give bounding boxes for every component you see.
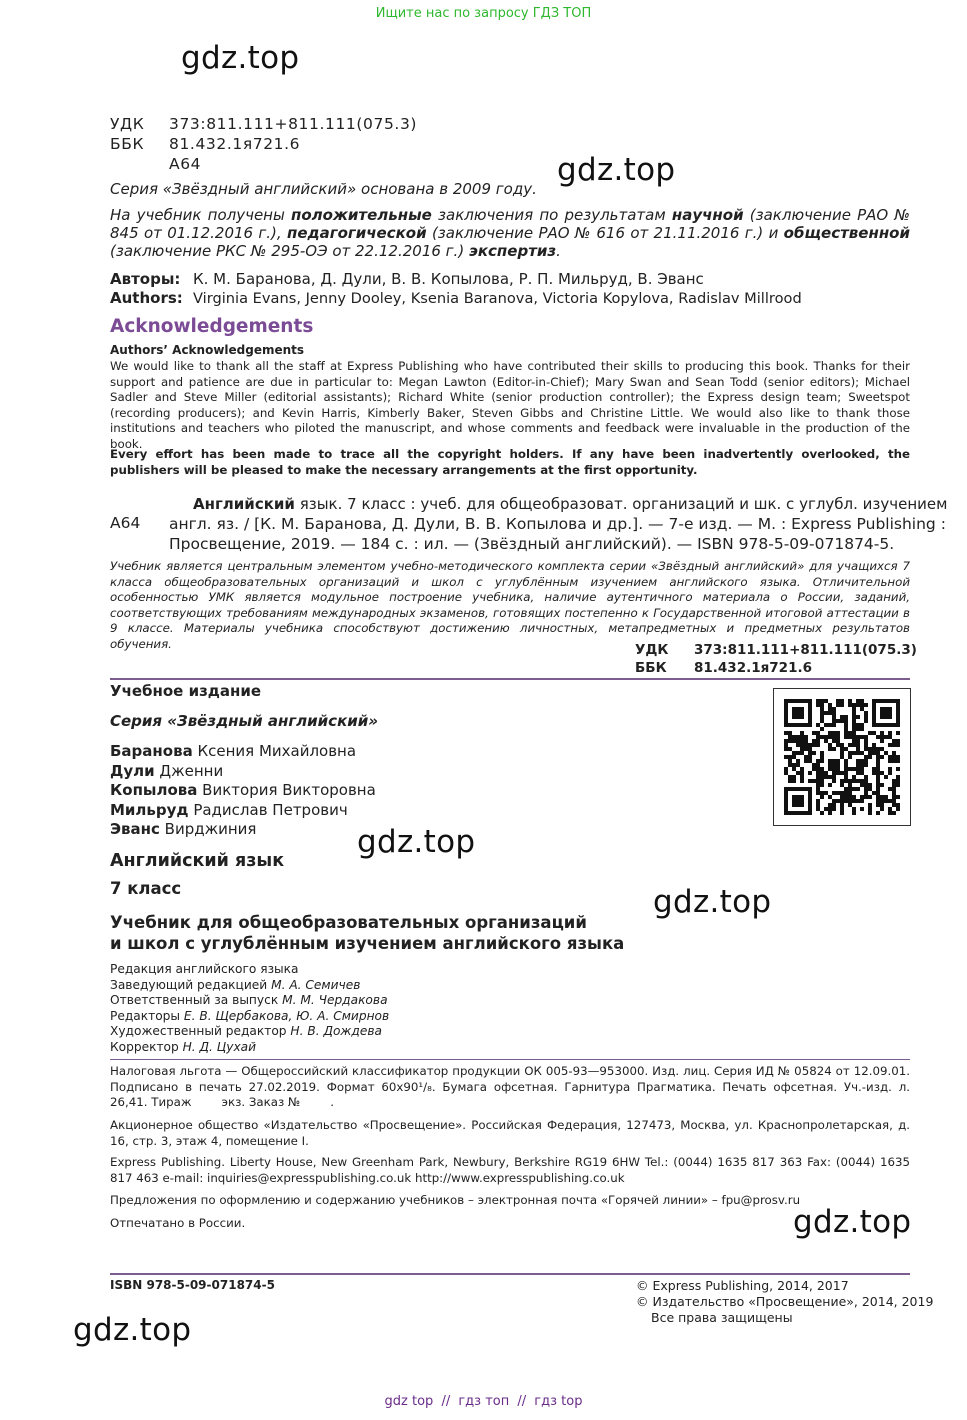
reviews-bold: экспертиз xyxy=(468,242,557,260)
authors-en-label: Authors: xyxy=(110,289,183,307)
watermark: gdz.top xyxy=(557,152,676,188)
qr-code-icon xyxy=(774,689,910,825)
subject-title: Английский язык xyxy=(110,851,285,871)
author-mark: А64 xyxy=(169,155,202,173)
staff-item: Корректор Н. Д. Цухай xyxy=(110,1039,257,1054)
bbk-value: 81.432.1я721.6 xyxy=(169,135,301,153)
qr-code[interactable] xyxy=(773,688,911,826)
suggestions: Предложения по оформлению и содержанию учебников – электронная почта «Горячей линии» – fpu@prosv.ru xyxy=(110,1193,801,1207)
isbn: ISBN 978-5-09-071874-5 xyxy=(110,1278,275,1292)
staff-item: Заведующий редакцией М. А. Семичев xyxy=(110,977,361,992)
imprint-series: Серия «Звёздный английский» xyxy=(110,712,379,730)
reviews-text: . xyxy=(556,242,561,260)
reviews-text: заключения по результатам xyxy=(431,206,672,224)
tech-details: Налоговая льгота — Общероссийский классификатор продукции ОК 005-93—953000. Изд. лиц. Серия ИД № 05824 от 12.09.01. Подписано в печать 27.02.2019. Формат 60х90¹/₈. Бумага офсетная. Гарнитура Прагматика. Печать офсетная. Уч.-изд. л. 26,41. Тираж экз. Заказ № . xyxy=(110,1064,914,1110)
catalog-mark: А64 xyxy=(110,514,141,532)
author-given: Ксения Михайловна xyxy=(192,742,357,760)
imprint-author xyxy=(110,820,376,840)
catalog-line-2: англ. яз. / [К. М. Баранова, Д. Дули, В. В. Копылова и др.]. — 7-е изд. — М. : Express Publishing : xyxy=(169,515,946,533)
catalog-title-bold: Английский xyxy=(193,495,295,513)
watermark: gdz.top xyxy=(181,40,300,76)
imprint-author xyxy=(110,742,376,762)
reviews-text: На учебник получены xyxy=(110,206,292,224)
footer-link[interactable]: gdz top xyxy=(384,1394,434,1409)
author-given: Радислав Петрович xyxy=(188,800,348,819)
author-surname: Мильруд xyxy=(110,800,189,819)
reviews-bold: общественной xyxy=(783,224,910,242)
search-banner[interactable]: Ищите нас по запросу ГДЗ ТОП xyxy=(375,6,592,21)
udk-value: 373:811.111+811.111(075.3) xyxy=(169,115,418,133)
authors-en-names: Virginia Evans, Jenny Dooley, Ksenia Baranova, Victoria Kopylova, Radislav Millrood xyxy=(193,290,802,307)
reviews-text: (заключение РАО № 616 от 21.11.2016 г.) и xyxy=(426,224,784,242)
bbk-label: ББК xyxy=(110,135,145,153)
imprint-author xyxy=(110,781,376,801)
author-surname: Копылова xyxy=(110,781,198,799)
staff-item: Ответственный за выпуск М. М. Чердакова xyxy=(110,993,388,1008)
edition-type: Учебное издание xyxy=(110,682,262,700)
reviews-paragraph xyxy=(110,206,910,260)
acknowledgements-subheading: Authors’ Acknowledgements xyxy=(110,343,305,357)
catalog-line-1-rest: язык. 7 класс : учеб. для общеобразоват. организаций и шк. с углубл. изучением xyxy=(294,495,948,513)
series-note: Серия «Звёздный английский» основана в 2009 году. xyxy=(110,180,537,198)
footer-link[interactable]: гдз top xyxy=(534,1394,583,1409)
staff-list xyxy=(110,962,389,1056)
watermark: gdz.top xyxy=(793,1204,912,1240)
catalog-annotation: Учебник является центральным элементом учебно-методического комплекта серии «Звёздный английский» для учащихся 7 класса общеобразовательных организаций и школ с углублённым изучением английского языка. Отличительной особенностью УМК является модульное построение учебника, наличие аутентичного материала о России, заданий, соответствующих требованиям международных экзаменов, готовящих постепенно к Государственной итоговой аттестации в 9 классе. Материалы учебника способствуют достижению личностных, метапредметных и предметных результатов обучения. xyxy=(110,559,910,651)
watermark: gdz.top xyxy=(357,824,476,860)
staff-item: Редакторы Е. В. Щербакова, Ю. А. Смирнов xyxy=(110,1008,390,1023)
authors-ru-label: Авторы: xyxy=(110,270,181,288)
reviews-text: (заключение РКС № 295-ОЭ от 22.12.2016 г.) xyxy=(110,242,469,260)
catalog-bbk-value: 81.432.1я721.6 xyxy=(694,660,812,676)
footer-separator: // xyxy=(517,1394,527,1409)
udk-label: УДК xyxy=(110,115,145,133)
grade-title: 7 класс xyxy=(110,879,182,898)
footer-link[interactable]: гдз топ xyxy=(458,1394,510,1409)
divider xyxy=(110,1059,910,1060)
author-surname: Эванс xyxy=(110,820,160,838)
divider xyxy=(110,1273,910,1275)
publisher-en: Express Publishing. Liberty House, New Greenham Park, Newbury, Berkshire RG19 6HW Tel.: (0044) 1635 817 363 Fax: (0044) 1635 817 463 e-mail: inquiries@expresspublishing.co.uk http://www.expresspublishing.co.uk xyxy=(110,1155,910,1185)
catalog-codes xyxy=(635,641,917,677)
authors-ru-names: К. М. Баранова, Д. Дули, В. В. Копылова, Р. П. Мильруд, В. Эванс xyxy=(193,270,704,288)
watermark: gdz.top xyxy=(73,1312,192,1348)
publisher-ru: Акционерное общество «Издательство «Просвещение». Российская Федерация, 127473, Москва, ул. Краснопролетарская, д. 16, стр. 3, этаж 4, помещение I. xyxy=(110,1118,910,1148)
authors-block xyxy=(110,270,802,308)
imprint-author xyxy=(110,762,376,782)
reviews-bold: положительные xyxy=(291,206,432,224)
catalog-line-1 xyxy=(193,494,947,514)
reviews-bold: педагогической xyxy=(287,224,427,242)
classification-block xyxy=(110,114,417,174)
catalog-udk-value: 373:811.111+811.111(075.3) xyxy=(694,642,917,658)
description-line: Учебник для общеобразовательных организаций xyxy=(110,913,587,932)
copyright-line: © Издательство «Просвещение», 2014, 2019 xyxy=(636,1294,934,1309)
divider xyxy=(110,678,910,680)
author-given: Дженни xyxy=(154,761,224,780)
catalog-udk-label: УДК xyxy=(635,642,669,658)
author-surname: Баранова xyxy=(110,742,193,760)
reviews-bold: научной xyxy=(671,206,744,224)
author-given: Вирджиния xyxy=(159,820,257,838)
acknowledgements-heading: Acknowledgements xyxy=(110,316,314,337)
footer-links xyxy=(0,1394,967,1409)
printed-in: Отпечатано в России. xyxy=(110,1216,246,1230)
imprint-authors xyxy=(110,742,376,840)
imprint-author xyxy=(110,801,376,821)
copyrights xyxy=(636,1278,933,1326)
author-given: Виктория Викторовна xyxy=(197,781,376,799)
staff-item: Редакция английского языка xyxy=(110,962,299,976)
description-line: и школ с углублённым изучением английского языка xyxy=(110,934,625,953)
author-surname: Дули xyxy=(110,761,155,780)
catalog-bbk-label: ББК xyxy=(635,660,667,676)
book-description xyxy=(110,912,624,954)
watermark: gdz.top xyxy=(653,884,772,920)
rights-reserved: Все права защищены xyxy=(651,1310,793,1325)
reviews-text: (заключение РАО № 845 от 01.12.2016 г.), xyxy=(110,206,911,242)
acknowledgements-text: We would like to thank all the staff at Express Publishing who have contributed their skills to producing this book. Thanks for their support and patience are due in particular to: Megan Lawton (Editor-in-Chief); Mary Swan and Sean Todd (senior editors); Michael Sadler and Steve Miller (editorial assistants); Richard White (senior production controller); the Express design team; Sweetspot (recording producers); and Kevin Harris, Kimberly Baker, Steven Gibbs and Christine Little. We would also like to thank those institutions and teachers who piloted the manuscript, and whose comments and feedback were invaluable in the production of the book. xyxy=(110,359,910,451)
copyright-line: © Express Publishing, 2014, 2017 xyxy=(636,1278,849,1293)
catalog-line-3: Просвещение, 2019. — 184 с. : ил. — (Звёздный английский). — ISBN 978-5-09-071874-5. xyxy=(169,535,895,553)
footer-separator: // xyxy=(441,1394,451,1409)
staff-item: Художественный редактор Н. В. Дождева xyxy=(110,1024,382,1039)
copyright-note: Every effort has been made to trace all the copyright holders. If any have been inadvertently overlooked, the publishers will be pleased to make the necessary arrangements at the first opportunity. xyxy=(110,447,910,477)
